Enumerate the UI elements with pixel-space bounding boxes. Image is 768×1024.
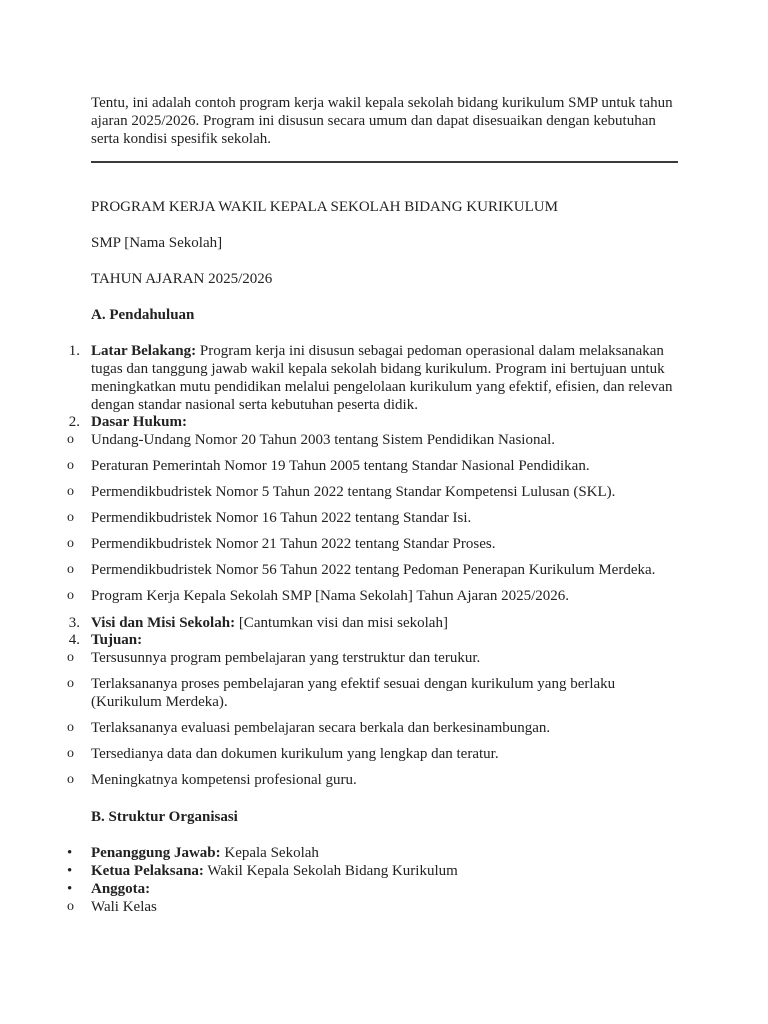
sub-item-text: Tersedianya data dan dokumen kurikulum yang lengkap dan teratur. [91,746,499,762]
sub-item [67,457,681,475]
sub-marker: o [67,432,74,447]
sub-item [67,535,681,553]
list-number: 1. [68,343,80,359]
sub-item-text: Program Kerja Kepala Sekolah SMP [Nama Sekolah] Tahun Ajaran 2025/2026. [91,588,570,604]
academic-year: TAHUN AJARAN 2025/2026 [91,271,273,287]
item-label: Anggota: [91,881,151,897]
sub-item-text: Permendikbudristek Nomor 21 Tahun 2022 tentang Standar Proses. [91,536,496,552]
sub-item [67,675,681,711]
sub-marker: o [67,588,74,603]
bullet-marker: • [67,845,73,861]
sub-marker: o [67,536,74,551]
list-item-dasar-hukum [68,413,681,431]
sub-marker: o [67,562,74,577]
list-number: 2. [68,414,80,430]
item-label: Penanggung Jawab: [91,845,221,861]
item-text: Program kerja ini disusun sebagai pedoman operasional dalam melaksanakan tugas dan tanggung jawab wakil kepala sekolah bidang kurikulum. Program ini bertujuan untuk meningkatkan mutu pendidikan melalui pengelolaan kurikulum yang efektif, efisien, dan relevan dengan standar nasional serta kebutuhan peserta didik. [91,343,673,413]
sub-marker: o [67,899,74,914]
sub-item-text: Wali Kelas [91,899,157,915]
bullet-marker: • [67,881,73,897]
bullet-item-anggota [67,880,681,898]
sub-item [67,719,681,737]
list-item-visi-misi [68,614,681,632]
section-b-heading: B. Struktur Organisasi [91,809,238,825]
list-number: 4. [68,632,80,648]
sub-item [67,509,681,527]
sub-item-text: Meningkatnya kompetensi profesional guru. [91,772,357,788]
sub-item [67,771,681,789]
bullet-item-ketua-pelaksana [67,862,681,880]
intro-paragraph: Tentu, ini adalah contoh program kerja wakil kepala sekolah bidang kurikulum SMP untuk tahun ajaran 2025/2026. Program ini disusun secara umum dan dapat disesuaikan dengan kebutuhan serta kondisi spesifik sekolah. [91,95,673,147]
sub-marker: o [67,484,74,499]
bullet-item-penanggung-jawab [67,844,681,862]
document-title: PROGRAM KERJA WAKIL KEPALA SEKOLAH BIDANG KURIKULUM [91,199,558,215]
sub-item [67,587,681,605]
sub-item-text: Peraturan Pemerintah Nomor 19 Tahun 2005 tentang Standar Nasional Pendidikan. [91,458,590,474]
sub-item-text: Tersusunnya program pembelajaran yang terstruktur dan terukur. [91,650,481,666]
sub-marker: o [67,676,74,691]
item-label: Latar Belakang: [91,343,197,359]
sub-item-text: Permendikbudristek Nomor 5 Tahun 2022 tentang Standar Kompetensi Lulusan (SKL). [91,484,616,500]
item-label: Tujuan: [91,632,143,648]
sub-item [67,431,681,449]
item-text: Wakil Kepala Sekolah Bidang Kurikulum [203,863,458,879]
sub-item [67,745,681,763]
sub-item [67,561,681,579]
horizontal-rule [91,161,678,163]
bullet-marker: • [67,863,73,879]
sub-marker: o [67,510,74,525]
school-name: SMP [Nama Sekolah] [91,235,223,251]
sub-item-text: Terlaksananya evaluasi pembelajaran secara berkala dan berkesinambungan. [91,720,551,736]
section-a-heading: A. Pendahuluan [91,307,195,323]
sub-item-text: Permendikbudristek Nomor 56 Tahun 2022 tentang Pedoman Penerapan Kurikulum Merdeka. [91,562,656,578]
list-item-latar-belakang [68,342,681,414]
sub-marker: o [67,772,74,787]
sub-item-text: Undang-Undang Nomor 20 Tahun 2003 tentang Sistem Pendidikan Nasional. [91,432,556,448]
sub-marker: o [67,458,74,473]
list-number: 3. [68,615,80,631]
item-label: Dasar Hukum: [91,414,187,430]
sub-marker: o [67,720,74,735]
item-text: Kepala Sekolah [220,845,319,861]
list-item-tujuan [68,631,681,649]
item-label: Visi dan Misi Sekolah: [91,615,236,631]
item-label: Ketua Pelaksana: [91,863,204,879]
sub-item-text: Terlaksananya proses pembelajaran yang efektif sesuai dengan kurikulum yang berlaku (Kurikulum Merdeka). [91,676,616,710]
sub-marker: o [67,650,74,665]
sub-marker: o [67,746,74,761]
sub-item [67,898,681,916]
sub-item-text: Permendikbudristek Nomor 16 Tahun 2022 tentang Standar Isi. [91,510,472,526]
item-text: [Cantumkan visi dan misi sekolah] [235,615,448,631]
sub-item [67,649,681,667]
sub-item [67,483,681,501]
